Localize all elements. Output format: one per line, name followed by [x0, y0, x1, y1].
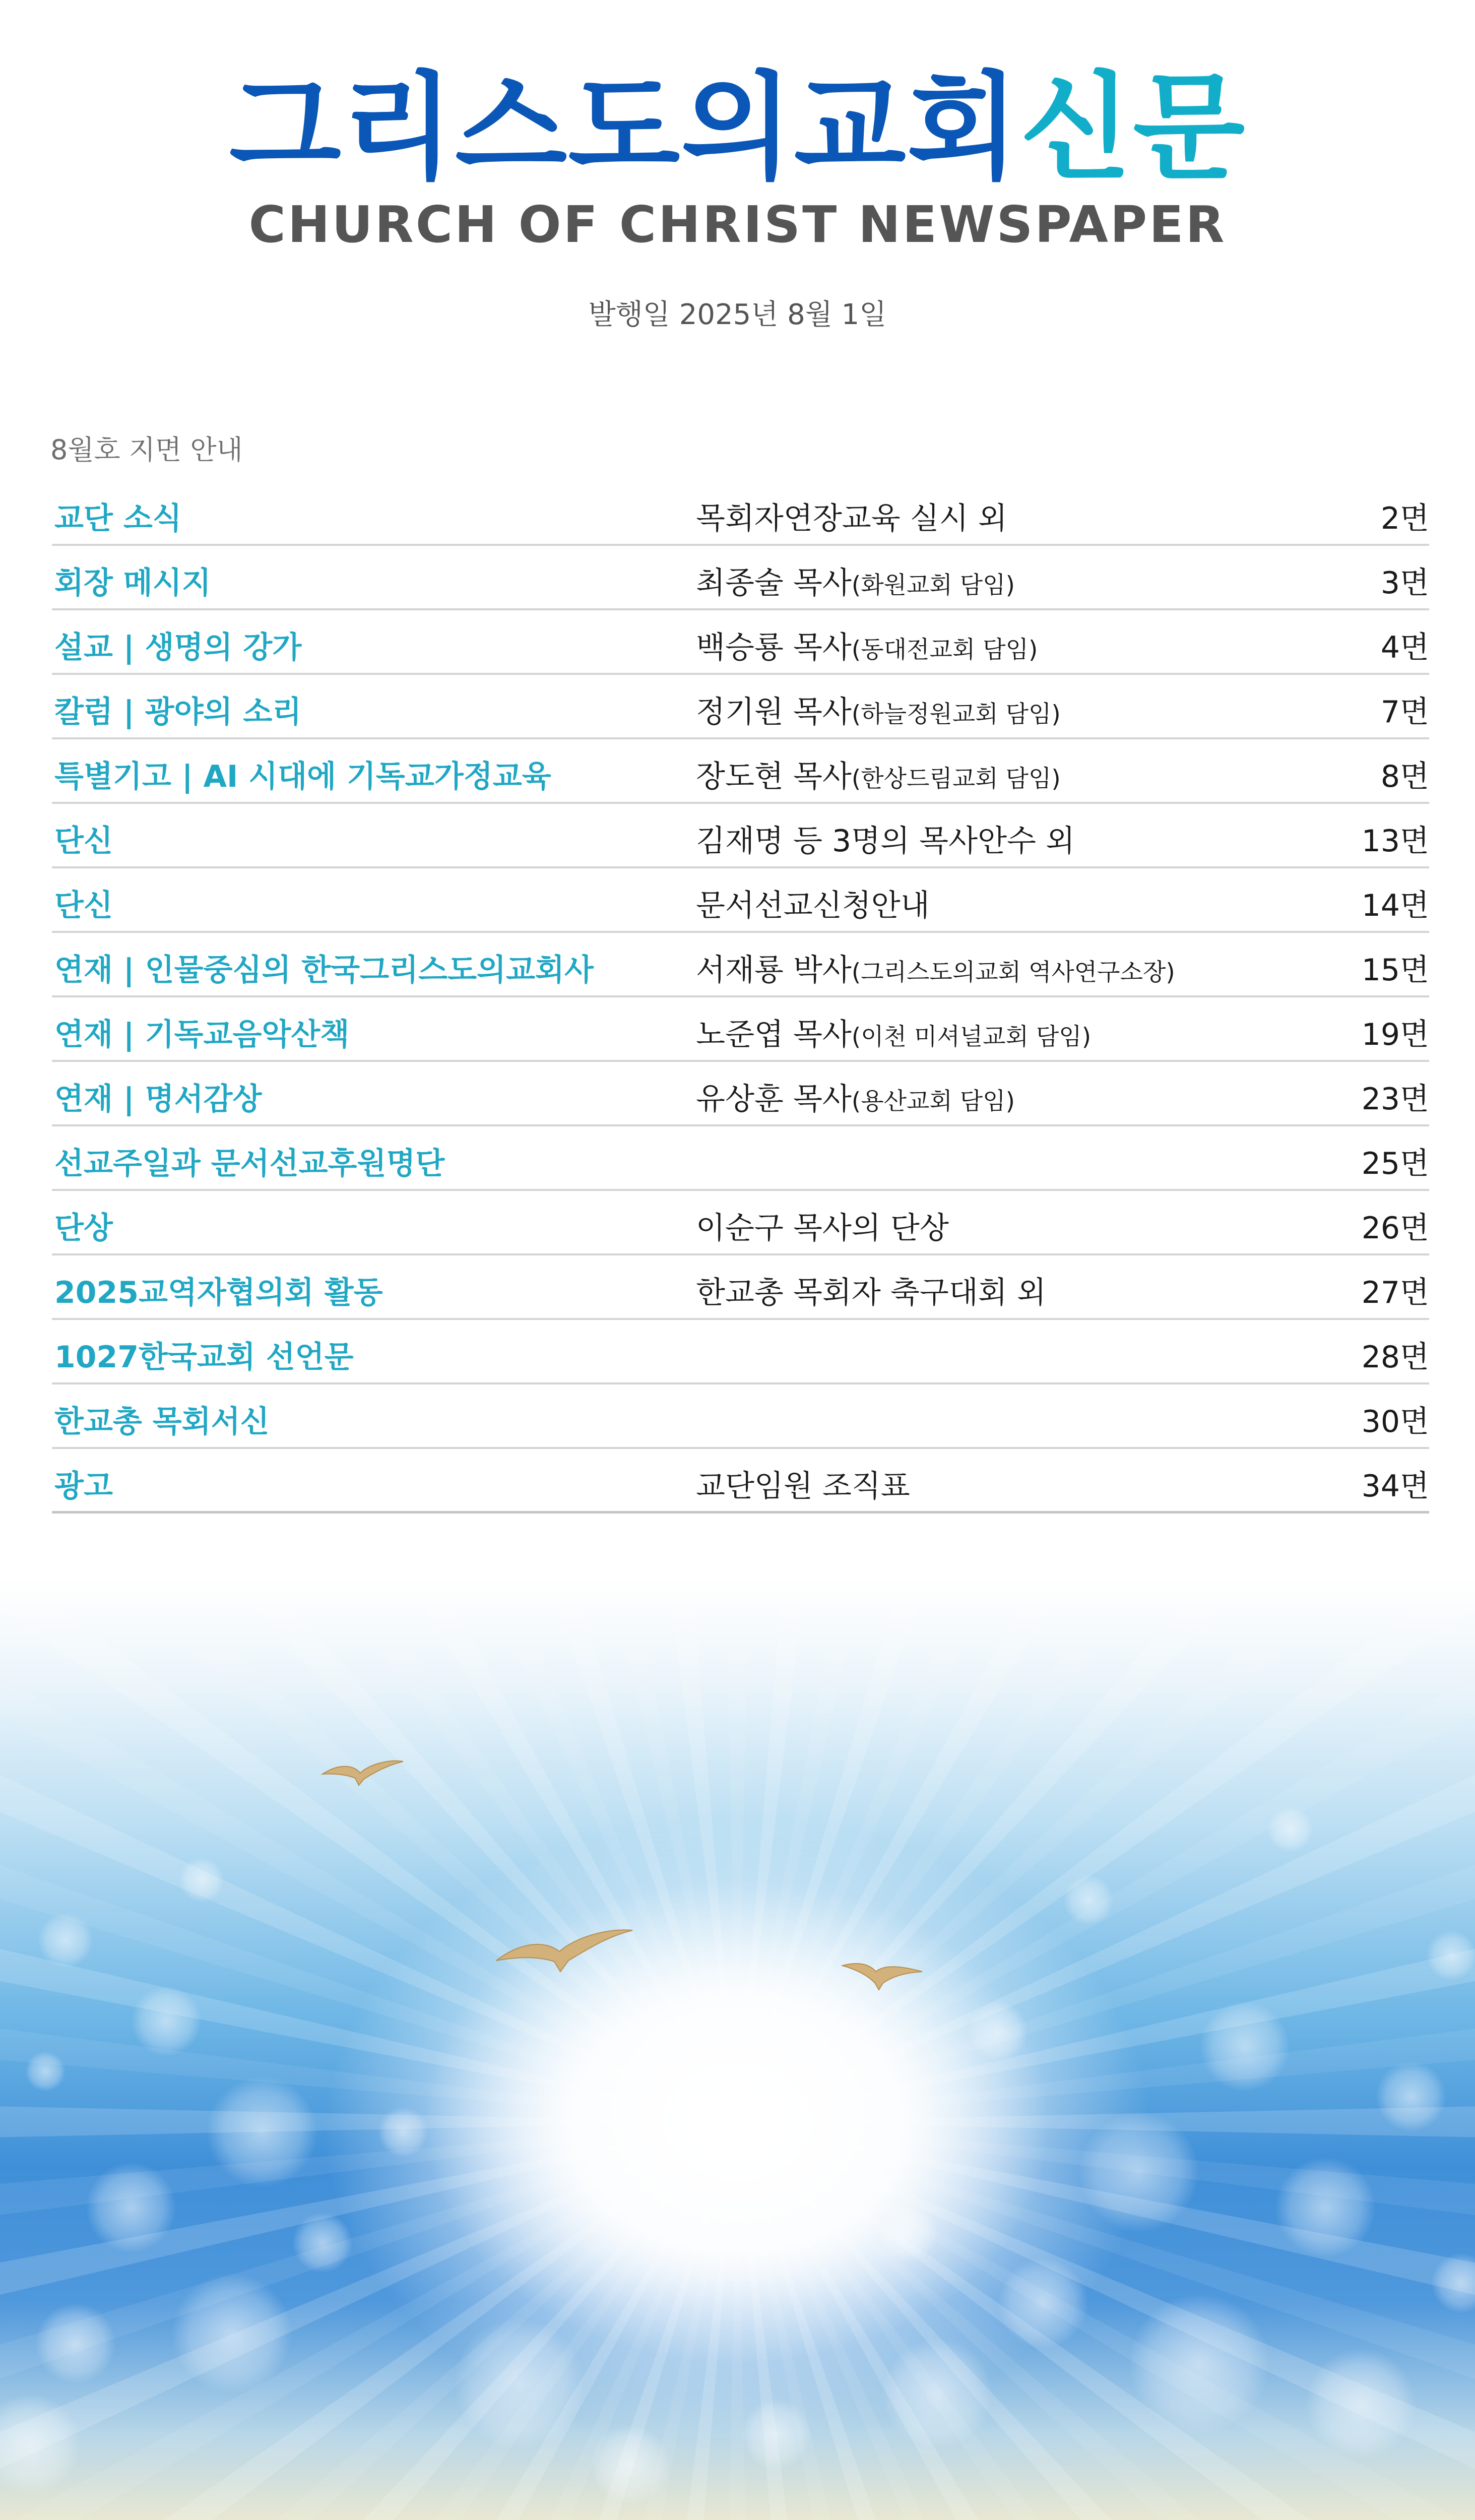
toc-description-main: 유상훈 목사	[696, 1082, 852, 1117]
toc-row	[52, 1320, 1429, 1384]
bokeh-light	[1129, 2293, 1270, 2434]
toc-page-number: 28면	[1361, 1340, 1429, 1375]
bokeh-light	[1275, 2157, 1376, 2258]
bokeh-light	[1199, 2001, 1290, 2092]
title-part-cyan: 신문	[1019, 61, 1246, 196]
toc-section-title: 선교주일과 문서선교후원명단	[54, 1146, 445, 1181]
toc-description-main: 교단임원 조직표	[696, 1469, 910, 1504]
toc-description-affiliation: (하늘정원교회 담임)	[851, 701, 1061, 728]
bokeh-light	[38, 1913, 93, 1968]
toc-section-title: 1027한국교회 선언문	[54, 1340, 354, 1375]
toc-page-number: 30면	[1361, 1404, 1429, 1439]
toc-description-main: 정기원 목사	[696, 695, 852, 730]
bokeh-light	[35, 2303, 116, 2384]
title-part-blue: 그리스도의교회	[229, 61, 1020, 196]
bokeh-light	[998, 2258, 1088, 2349]
toc-page-number: 27면	[1361, 1275, 1429, 1310]
toc-page-number: 25면	[1361, 1146, 1429, 1181]
toc-row	[52, 933, 1429, 997]
toc-row	[52, 739, 1429, 804]
toc-description	[696, 559, 1015, 602]
bokeh-light	[1305, 2349, 1416, 2460]
toc-page-number: 15면	[1361, 953, 1429, 988]
toc-row	[52, 997, 1429, 1062]
bokeh-light	[131, 1986, 202, 2056]
toc-section-title: 단신	[54, 824, 113, 859]
toc-row	[52, 481, 1429, 546]
toc-description	[696, 1075, 1015, 1118]
issue-date: 발행일 2025년 8월 1일	[588, 298, 887, 331]
bokeh-light	[1078, 2112, 1199, 2233]
sky-illustration	[0, 1578, 1475, 2520]
toc-row	[52, 804, 1429, 868]
bokeh-light	[741, 2399, 811, 2470]
sunburst-bokeh-art	[0, 1578, 1475, 2520]
toc-row	[52, 675, 1429, 739]
bokeh-light	[207, 2076, 317, 2187]
toc-page-number: 23면	[1361, 1082, 1429, 1117]
toc-page-number: 8면	[1380, 759, 1429, 794]
bokeh-light	[1267, 1807, 1313, 1852]
bokeh-light	[590, 2424, 670, 2505]
toc-description-main: 최종술 목사	[696, 565, 852, 601]
bokeh-light	[1063, 1875, 1114, 1925]
toc-description-main: 한교총 목회자 축구대회 외	[696, 1275, 1046, 1310]
toc-section-title: 특별기고 | AI 시대에 기독교가정교육	[54, 759, 551, 794]
toc-section-title: 회장 메시지	[54, 565, 211, 601]
toc-description	[696, 1011, 1091, 1054]
toc-description-main: 노준엽 목사	[696, 1017, 852, 1052]
toc-description	[696, 1269, 1046, 1312]
toc-description-affiliation: (이천 미셔널교회 담임)	[851, 1023, 1092, 1051]
toc-row	[52, 1126, 1429, 1191]
bokeh-light	[1376, 2061, 1446, 2132]
bokeh-light	[1426, 1930, 1475, 1981]
toc-description-main: 백승룡 목사	[696, 630, 852, 665]
bokeh-light	[86, 2162, 176, 2253]
masthead	[0, 61, 1475, 255]
toc-description-affiliation: (한상드림교회 담임)	[851, 765, 1061, 793]
table-of-contents	[52, 481, 1429, 1514]
toc-description	[696, 881, 930, 925]
toc-description	[696, 494, 1007, 538]
toc-section-title: 한교총 목회서신	[54, 1404, 270, 1439]
toc-page-number: 14면	[1361, 888, 1429, 923]
toc-page-number: 2면	[1380, 501, 1429, 536]
toc-row	[52, 1191, 1429, 1255]
toc-description-main: 문서선교신청안내	[696, 888, 930, 923]
toc-page-number: 4면	[1380, 630, 1429, 665]
toc-row	[52, 868, 1429, 933]
toc-section-title: 칼럼 | 광야의 소리	[54, 695, 302, 730]
toc-description-main: 장도현 목사	[696, 759, 852, 794]
toc-section-title: 연재 | 명서감상	[54, 1082, 262, 1117]
toc-description	[696, 817, 1075, 860]
toc-description-main: 이순구 목사의 단상	[696, 1211, 949, 1246]
toc-page-number: 34면	[1361, 1469, 1429, 1504]
bokeh-light	[882, 2339, 993, 2449]
toc-row	[52, 1449, 1429, 1514]
bokeh-light	[171, 2273, 292, 2394]
toc-description	[696, 688, 1061, 731]
toc-description	[696, 1462, 910, 1505]
toc-section-title: 단상	[54, 1211, 113, 1246]
toc-description	[696, 1204, 949, 1247]
toc-section-title: 설교 | 생명의 강가	[54, 630, 302, 665]
toc-row	[52, 546, 1429, 610]
toc-section-title: 광고	[54, 1469, 113, 1504]
toc-description-affiliation: (그리스도의교회 역사연구소장)	[851, 959, 1175, 986]
newspaper-title-korean	[0, 61, 1475, 196]
toc-page-number: 7면	[1380, 695, 1429, 730]
toc-description-affiliation: (동대전교회 담임)	[851, 636, 1038, 664]
toc-page-number: 3면	[1380, 565, 1429, 601]
bokeh-light	[179, 1857, 224, 1903]
toc-description-affiliation: (화원교회 담임)	[851, 572, 1015, 599]
toc-page-number: 26면	[1361, 1211, 1429, 1246]
toc-description	[696, 623, 1038, 667]
bokeh-light	[378, 2107, 428, 2157]
toc-section-title: 교단 소식	[54, 501, 182, 536]
toc-section-title: 연재 | 인물중심의 한국그리스도의교회사	[54, 953, 594, 988]
newspaper-title-english: CHURCH OF CHRIST NEWSPAPER	[248, 195, 1227, 254]
toc-section-title: 단신	[54, 888, 113, 923]
toc-description-main: 서재룡 박사	[696, 953, 852, 988]
toc-description-main: 목회자연장교육 실시 외	[696, 501, 1007, 536]
toc-page-number: 13면	[1361, 824, 1429, 859]
toc-page-number: 19면	[1361, 1017, 1429, 1052]
toc-section-title: 2025교역자협의회 활동	[54, 1275, 383, 1310]
toc-section-title: 연재 | 기독교음악산책	[54, 1017, 350, 1052]
toc-description	[696, 752, 1061, 796]
bokeh-light	[292, 2213, 353, 2273]
toc-row	[52, 1384, 1429, 1449]
toc-row	[52, 1255, 1429, 1320]
bokeh-light	[25, 2051, 66, 2092]
toc-heading: 8월호 지면 안내	[50, 434, 243, 466]
toc-description-main: 김재명 등 3명의 목사안수 외	[696, 824, 1075, 859]
toc-row	[52, 1062, 1429, 1126]
toc-description-affiliation: (용산교회 담임)	[851, 1088, 1015, 1115]
bokeh-light	[454, 2318, 585, 2449]
toc-row	[52, 610, 1429, 675]
toc-description	[696, 946, 1175, 989]
